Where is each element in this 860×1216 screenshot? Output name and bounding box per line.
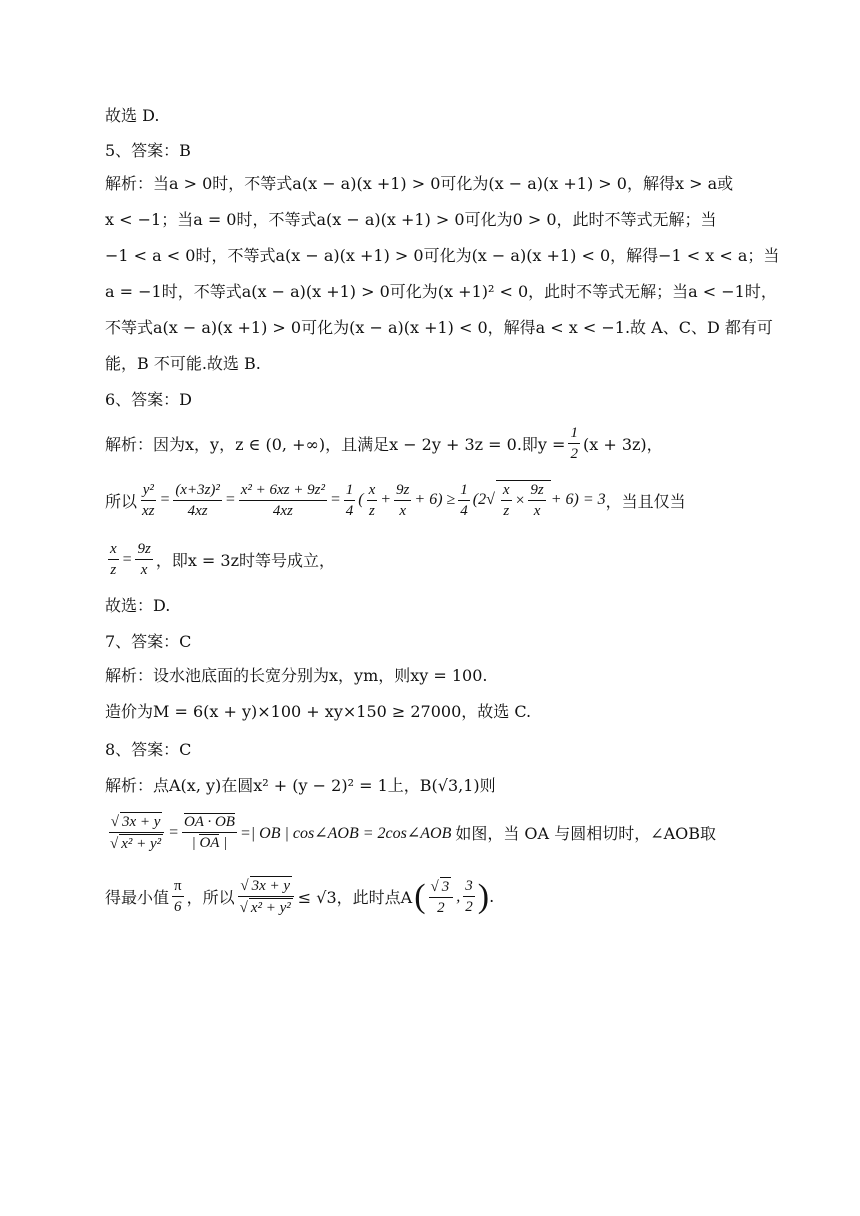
vector-product: OA · OB [183, 814, 235, 830]
text-line: 故选：D. [105, 596, 171, 615]
fraction-denominator: √ x² + y² [239, 900, 291, 916]
text-segment: (x + 3z)， [582, 435, 663, 454]
answer-8: 8、答案：C [105, 740, 192, 759]
math-segment: + 6) = 3 [550, 491, 606, 508]
fraction [463, 877, 475, 916]
paren: ( [358, 491, 364, 508]
fraction-denominator: x [533, 503, 541, 519]
equals-sign: = [121, 550, 133, 568]
text-segment: 解析：因为x，y，z ∈ (0, +∞)，且满足x − 2y + 3z = 0.即y = [105, 435, 566, 454]
fraction [182, 813, 237, 852]
text-line: x < −1；当a = 0时，不等式a(x − a)(x +1) > 0可化为0 > 0，此时不等式无解；当 [105, 210, 717, 229]
fraction-denominator: x [399, 502, 407, 519]
sqrt-radicand [496, 480, 551, 520]
formula-line [105, 424, 663, 463]
fraction-denominator: z [368, 502, 375, 519]
fraction-numerator: 3 [463, 877, 475, 897]
fraction [568, 424, 580, 463]
fraction [367, 481, 378, 520]
fraction-denominator: | OA | [191, 835, 228, 851]
vector-oa: OA [199, 835, 220, 851]
text-segment: 所以 [105, 491, 138, 511]
fraction-numerator: 1 [458, 481, 470, 501]
sqrt-radicand: 3 [441, 878, 450, 895]
sqrt-radicand: 3x + y [251, 878, 291, 894]
fraction-denominator: 4xz [272, 502, 293, 519]
fraction [458, 481, 470, 520]
formula-line [105, 540, 335, 579]
equals-sign: = [329, 491, 341, 508]
fraction-numerator [182, 813, 237, 833]
plus-sign: + [380, 491, 392, 508]
sqrt-radicand: x² + y² [250, 900, 291, 916]
text-segment: ≤ √3，此时点A [297, 888, 413, 907]
fraction [108, 540, 119, 579]
formula-line [105, 876, 494, 917]
fraction-denominator: xz [142, 502, 155, 519]
fraction-denominator: 4 [345, 502, 354, 519]
fraction [394, 481, 411, 520]
fraction-numerator: x [108, 540, 119, 560]
fraction-numerator: (x+3z)² [173, 481, 222, 501]
fraction-numerator: √ 3x + y [109, 812, 165, 833]
answer-7: 7、答案：C [105, 632, 192, 651]
fraction-denominator: 6 [174, 899, 182, 915]
equals-sign: = [168, 823, 179, 841]
math-segment: + 6) ≥ [414, 491, 456, 508]
sqrt-radicand: 3x + y [121, 814, 161, 830]
text-line: 解析：当a > 0时，不等式a(x − a)(x +1) > 0可化为(x − a)(x +1) > 0，解得x > a或 [105, 174, 734, 193]
fraction-denominator: 2 [570, 446, 578, 462]
fraction-numerator: y² [141, 481, 156, 501]
fraction [344, 481, 356, 520]
fraction-numerator: 1 [344, 481, 356, 501]
fraction-numerator: x² + 6xz + 9z² [239, 481, 327, 501]
text-line: 故选 D. [105, 106, 160, 125]
comma: , [456, 887, 461, 905]
equals-sign: = [224, 491, 236, 508]
text-line: 不等式a(x − a)(x +1) > 0可化为(x − a)(x +1) < 0，解得a < x < −1.故 A、C、D 都有可 [105, 318, 773, 337]
fraction-numerator: 9z [135, 540, 152, 560]
math-segment: × [514, 491, 526, 509]
fraction-numerator: x [501, 481, 512, 501]
text-line: 解析：点A(x, y)在圆x² + (y − 2)² = 1上，B(√3,1)则 [105, 776, 496, 795]
text-line: a = −1时，不等式a(x − a)(x +1) > 0可化为(x +1)² < 0，此时不等式无解；当a < −1时， [105, 282, 777, 301]
fraction-numerator: 9z [528, 481, 545, 501]
fraction-numerator: √ 3x + y [238, 876, 294, 897]
text-segment: 得最小值 [105, 888, 170, 907]
fraction-numerator: π [172, 877, 184, 897]
fraction-denominator: z [503, 503, 510, 519]
fraction-denominator: z [110, 562, 117, 578]
fraction-denominator: 4xz [187, 502, 208, 519]
formula-line [105, 480, 686, 520]
answer-6: 6、答案：D [105, 390, 193, 409]
text-line: 能，B 不可能.故选 B. [105, 354, 261, 373]
text-line: −1 < a < 0时，不等式a(x − a)(x +1) > 0可化为(x − a)(x +1) < 0，解得−1 < x < a；当 [105, 246, 780, 265]
fraction-numerator: 9z [394, 481, 411, 501]
text-segment: ，即x = 3z时等号成立， [155, 551, 336, 570]
fraction-numerator: x [367, 481, 378, 501]
fraction [108, 812, 165, 853]
fraction [173, 481, 222, 520]
fraction-denominator: 2 [465, 899, 473, 915]
fraction [429, 877, 454, 917]
answer-5: 5、答案：B [105, 141, 191, 160]
sqrt-radicand: x² + y² [121, 836, 162, 852]
text-segment: ，当且仅当 [605, 491, 686, 511]
equals-sign: = [159, 491, 171, 508]
period: . [489, 887, 495, 906]
fraction [239, 481, 327, 520]
text-line: 解析：设水池底面的长宽分别为x，ym，则xy = 100. [105, 666, 488, 685]
fraction [140, 481, 157, 520]
fraction [172, 877, 184, 916]
fraction-denominator: x [140, 562, 148, 578]
fraction-denominator: 2 [437, 899, 445, 916]
fraction [238, 876, 295, 917]
fraction-numerator: √ 3 [429, 877, 454, 898]
fraction [501, 481, 512, 520]
math-segment: =| OB | cos∠AOB = 2cos∠AOB [239, 824, 452, 842]
paren: (2√ [472, 491, 495, 508]
text-segment: 如图，当 OA 与圆相切时，∠AOB取 [455, 824, 717, 843]
paren-left: ( [414, 877, 426, 915]
paren-right: ) [477, 877, 490, 915]
fraction [528, 481, 545, 520]
fraction-denominator: 4 [460, 502, 468, 519]
text-segment: ，所以 [186, 888, 235, 907]
fraction-numerator: 1 [568, 424, 580, 444]
fraction [135, 540, 152, 579]
formula-line [105, 812, 716, 853]
text-line: 造价为M = 6(x + y)×100 + xy×150 ≥ 27000，故选 C. [105, 702, 532, 721]
fraction-denominator: √ x² + y² [110, 836, 162, 852]
